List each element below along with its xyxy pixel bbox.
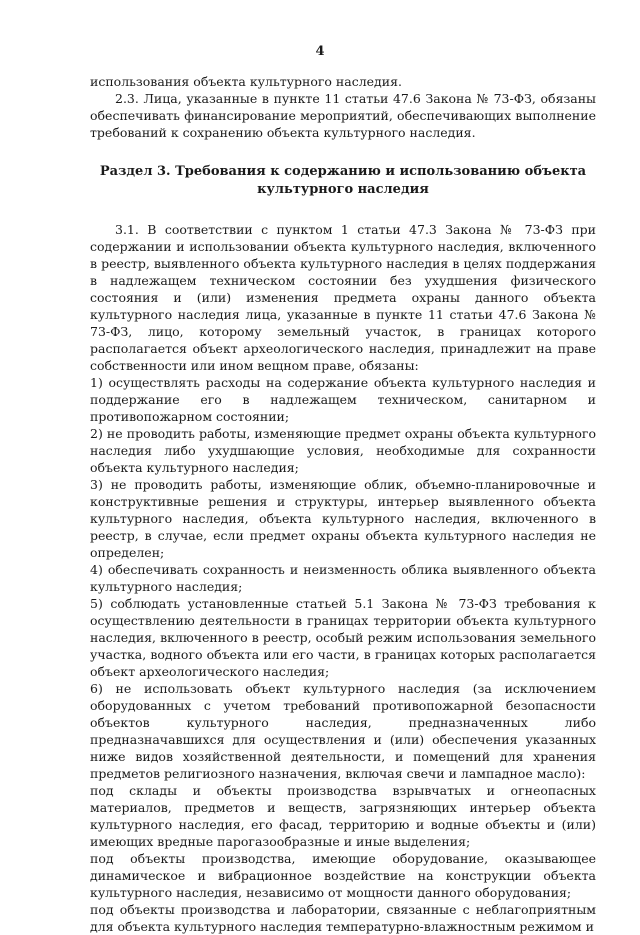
sub-item-vibration: под объекты производства, имеющие оборудование, оказывающее динамическое и вибрационное воздействие на конструкции объекта культурного наследия, независимо от мощности данного оборудования; (90, 851, 596, 900)
document-body (90, 73, 596, 935)
paragraph-2-3: 2.3. Лица, указанные в пункте 11 статьи 47.6 Закона № 73-ФЗ, обязаны обеспечивать финансирование мероприятий, обеспечивающих выполнение требований к сохранению объекта культурного наследия. (90, 91, 596, 140)
page-number: 4 (315, 44, 325, 59)
section-heading: Раздел 3. Требования к содержанию и использованию объекта культурного наследия (99, 164, 587, 197)
paragraph-continuation: использования объекта культурного наследия. (90, 74, 402, 89)
paragraph-3-1: 3.1. В соответствии с пунктом 1 статьи 47.3 Закона № 73-ФЗ при содержании и использовании объекта культурного наследия, включенного в реестр, выявленного объекта культурного наследия в целях поддержания в надлежащем техническом состоянии без ухудшения физического состояния и (или) изменения предмета охраны данного объекта культурного наследия лица, указанные в пункте 11 статьи 47.6 Закона № 73-ФЗ, лицо, которому земельный участок, в границах которого располагается объект археологического наследия, принадлежит на праве собственности или ином вещном праве, обязаны: (90, 222, 596, 373)
sub-item-laboratories: под объекты производства и лаборатории, связанные с неблагоприятным для объекта культурного наследия температурно-влажностным режимом и (90, 902, 596, 934)
list-item-1: 1) осуществлять расходы на содержание объекта культурного наследия и поддержание его в надлежащем техническом, санитарном и противопожарном состоянии; (90, 375, 596, 424)
list-item-3: 3) не проводить работы, изменяющие облик, объемно-планировочные и конструктивные решения и структуры, интерьер выявленного объекта культурного наследия, объекта культурного наследия, включенного в реестр, в случае, если предмет охраны объекта культурного наследия не определен; (90, 477, 596, 560)
list-item-4: 4) обеспечивать сохранность и неизменность облика выявленного объекта культурного наследия; (90, 562, 596, 594)
list-item-5: 5) соблюдать установленные статьей 5.1 Закона № 73-ФЗ требования к осуществлению деятельности в границах территории объекта культурного наследия, включенного в реестр, особый режим использования земельного участка, водного объекта или его части, в границах которых располагается объект археологического наследия; (90, 596, 596, 679)
list-item-6: 6) не использовать объект культурного наследия (за исключением оборудованных с учетом требований противопожарной безопасности объектов культурного наследия, предназначенных либо предназначавшихся для осуществления и (или) обеспечения указанных ниже видов хозяйственной деятельности, и помещений для хранения предметов религиозного назначения, включая свечи и лампадное масло): (90, 681, 596, 781)
list-item-2: 2) не проводить работы, изменяющие предмет охраны объекта культурного наследия либо ухудшающие условия, необходимые для сохранности объекта культурного наследия; (90, 426, 596, 475)
sub-item-warehouses: под склады и объекты производства взрывчатых и огнеопасных материалов, предметов и веществ, загрязняющих интерьер объекта культурного наследия, его фасад, территорию и водные объекты и (или) имеющих вредные парогазообразные и иные выделения; (90, 783, 596, 849)
